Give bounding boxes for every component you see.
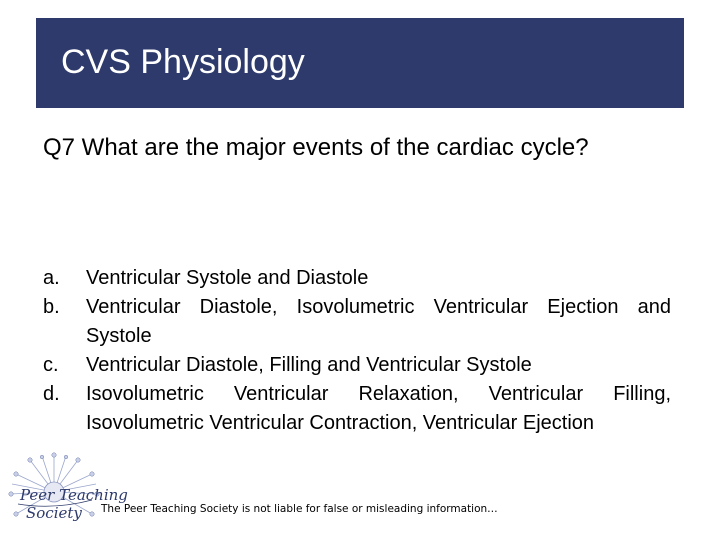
answer-option-d — [43, 380, 671, 438]
option-letter: d. — [43, 383, 60, 405]
answer-option-b — [43, 293, 671, 351]
answer-option-c — [43, 351, 671, 380]
svg-text:Society: Society — [26, 504, 82, 522]
svg-text:Peer Teaching: Peer Teaching — [20, 486, 128, 504]
option-text: Ventricular Systole and Diastole — [86, 267, 369, 289]
answer-option-a — [43, 264, 671, 293]
option-text: Ventricular Diastole, Filling and Ventricular Systole — [86, 354, 532, 376]
option-letter: b. — [43, 296, 60, 318]
option-text: Ventricular Diastole, Isovolumetric Ventricular Ejection and Systole — [86, 296, 671, 347]
option-letter: a. — [43, 267, 60, 289]
logo-graphic — [8, 452, 128, 538]
disclaimer-text: The Peer Teaching Society is not liable for false or misleading information… — [101, 503, 498, 515]
answer-options-list — [43, 264, 671, 438]
option-letter: c. — [43, 354, 59, 376]
title-bar — [36, 18, 684, 108]
slide-title: CVS Physiology — [61, 43, 305, 81]
option-text: Isovolumetric Ventricular Relaxation, Ventricular Filling, Isovolumetric Ventricular Contraction, Ventricular Ejection — [86, 383, 671, 434]
question-text: Q7 What are the major events of the cardiac cycle? — [43, 134, 589, 161]
peer-teaching-society-logo-icon — [8, 452, 128, 538]
